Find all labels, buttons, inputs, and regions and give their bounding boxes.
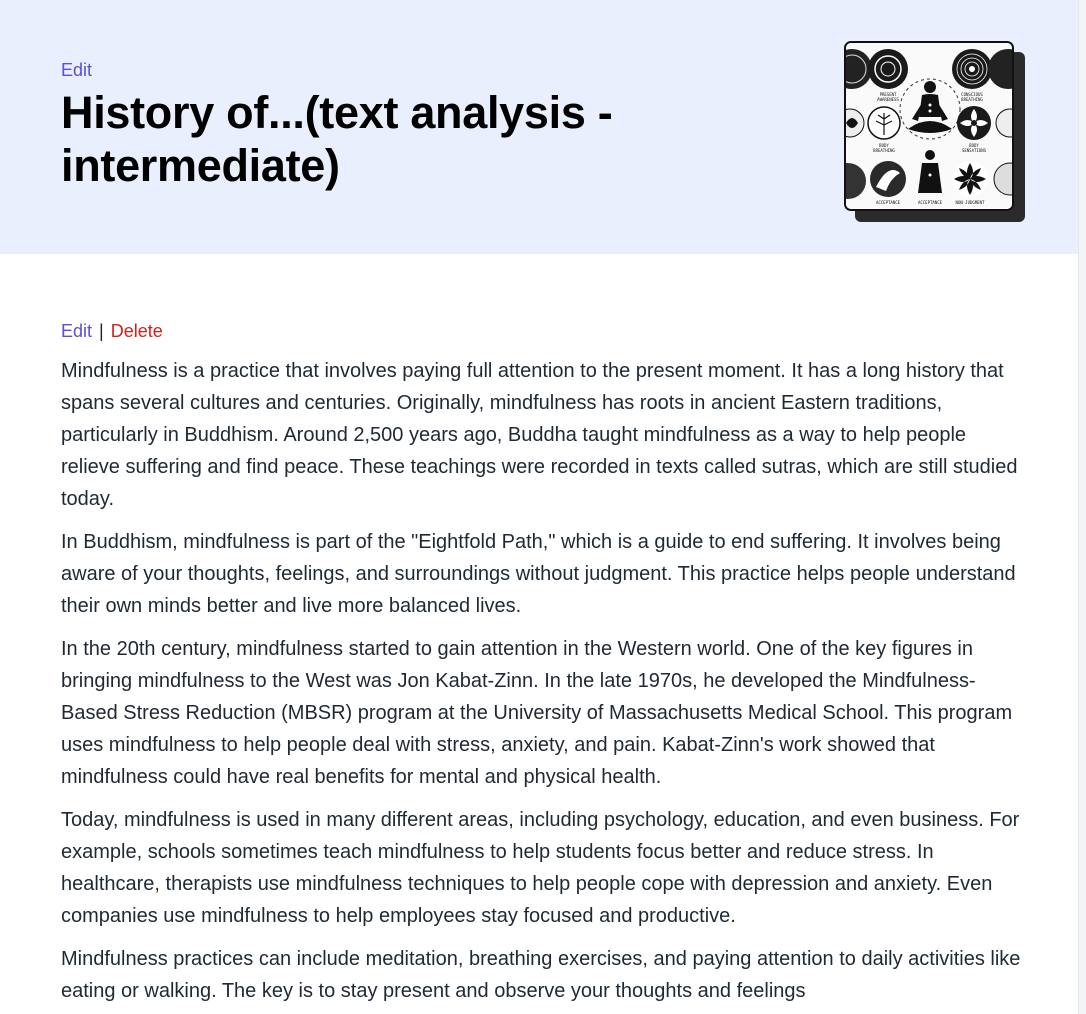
vertical-scrollbar[interactable] (1078, 0, 1086, 1014)
non-judgment-lotus (952, 161, 988, 197)
svg-text:BREATHING: BREATHING (961, 97, 983, 102)
conscious-breathing-circle (952, 49, 992, 89)
svg-text:ACCEPTANCE: ACCEPTANCE (917, 200, 943, 205)
paragraph: Today, mindfulness is used in many different areas, including psychology, education, and even business. For example, schools sometimes teach mindfulness to help students focus better and reduce stress. In healthcare, therapists use mindfulness techniques to help people cope with depression and anxiety. Even companies use mindfulness to help employees stay focused and productive. (61, 809, 1020, 927)
svg-text:NON-JUDGMENT: NON-JUDGMENT (955, 200, 985, 205)
svg-text:BODY: BODY (879, 143, 889, 148)
lesson-text (61, 355, 1021, 1014)
page-header (0, 0, 1078, 254)
tree-circle (868, 107, 900, 139)
page-title: History of...(text analysis - intermediate) (61, 87, 613, 191)
paragraph: In the 20th century, mindfulness started to gain attention in the Western world. One of the key figures in bringing mindfulness to the West was Jon Kabat-Zinn. In the late 1970s, he developed the Mindfulness-Based Stress Reduction (MBSR) program at the University of Massachusetts Medical School. This program uses mindfulness to help people deal with stress, anxiety, and pain. Kabat-Zinn's work showed that mindfulness could have real benefits for mental and physical health. (61, 638, 1013, 788)
svg-text:BODY: BODY (969, 143, 979, 148)
paragraph: Mindfulness practices can include meditation, breathing exercises, and paying attention to daily activities like eating or walking. The key is to stay present and observe your thoughts and feelings (61, 948, 1021, 1002)
section-delete-link[interactable]: Delete (110, 321, 163, 341)
body-sensations-circle (957, 106, 991, 140)
acceptance-circle (870, 161, 906, 197)
paragraph: In Buddhism, mindfulness is part of the "Eightfold Path," which is a guide to end suffering. It involves being aware of your thoughts, feelings, and surroundings without judgment. This practice helps people understand their own minds better and live more balanced lives. (61, 531, 1016, 617)
section-actions (61, 319, 163, 343)
section-edit-link[interactable]: Edit (61, 321, 93, 341)
meditation-illustration-icon (846, 43, 1012, 209)
svg-text:AWARENESS: AWARENESS (877, 97, 899, 102)
thumbnail-image (844, 41, 1014, 211)
lesson-thumbnail[interactable] (844, 41, 1026, 223)
svg-text:PRESENT: PRESENT (879, 92, 897, 97)
action-separator: | (99, 321, 104, 341)
header-edit-link[interactable]: Edit (61, 60, 93, 80)
paragraph: Mindfulness is a practice that involves paying full attention to the present moment. It has a long history that spans several cultures and centuries. Originally, mindfulness has roots in ancient Eastern traditions, particularly in Buddhism. Around 2,500 years ago, Buddha taught mindfulness as a way to help people relieve suffering and find peace. These teachings were recorded in texts called sutras, which are still studied today. (61, 360, 1018, 510)
svg-text:SENSATIONS: SENSATIONS (961, 148, 987, 153)
svg-text:BREATHING: BREATHING (873, 148, 895, 153)
svg-text:CONSCIOUS: CONSCIOUS (961, 92, 983, 97)
present-awareness-circle (868, 49, 908, 89)
svg-text:ACCEPTANCE: ACCEPTANCE (875, 200, 901, 205)
